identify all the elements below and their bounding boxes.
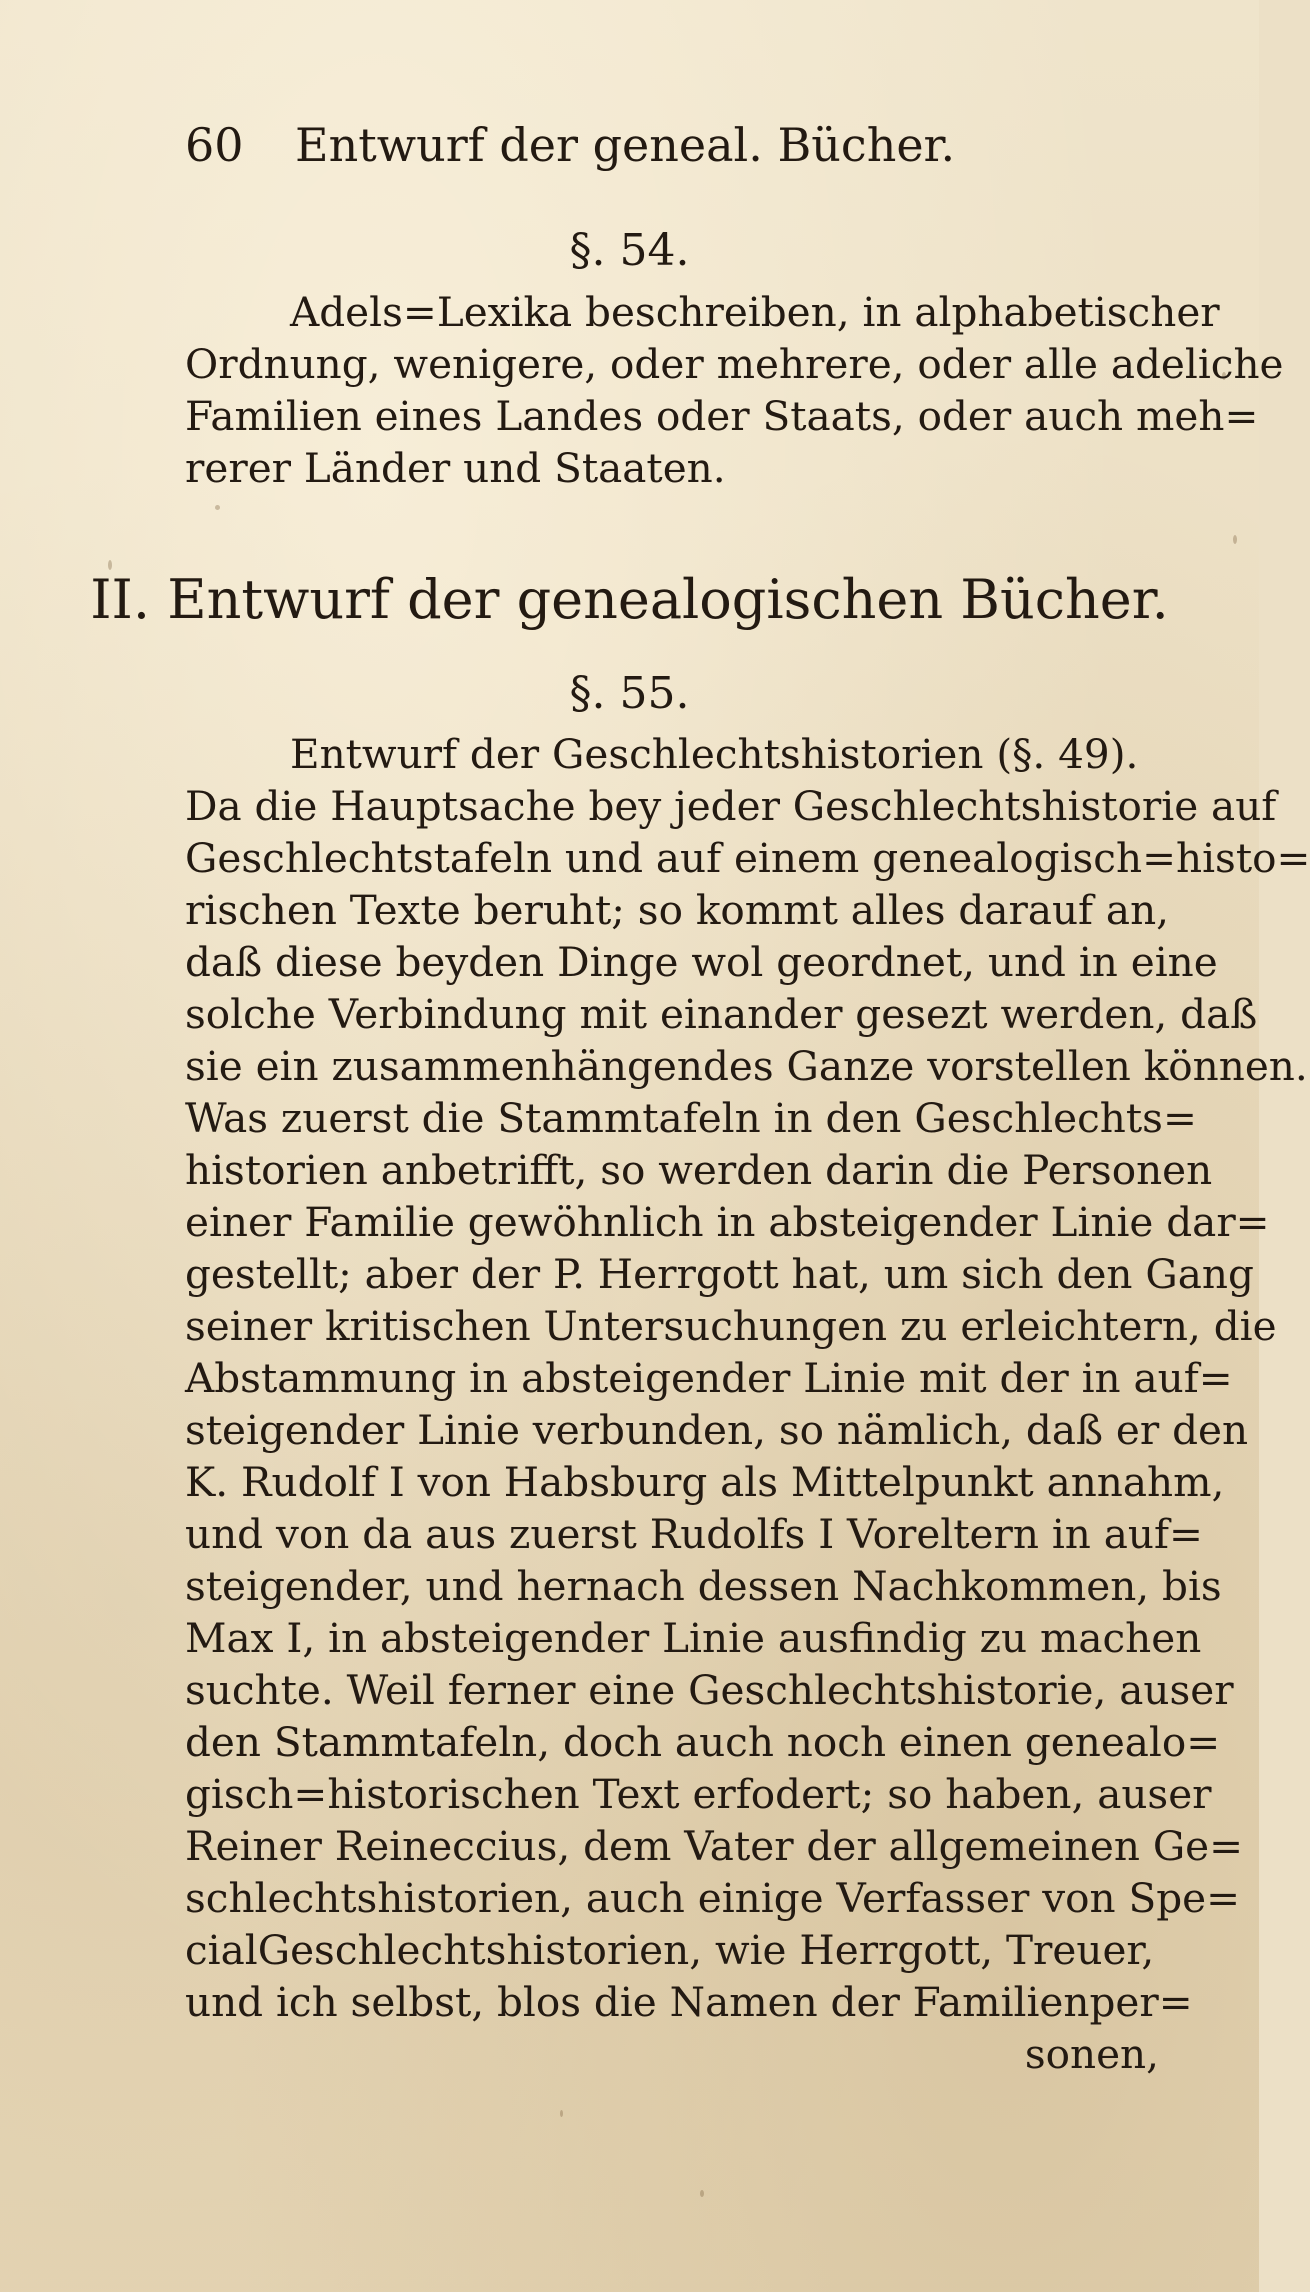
text-line: seiner kritischen Untersuchungen zu erleichtern, die [185, 1302, 1277, 1350]
text-line: suchte. Weil ferner eine Geschlechtshistorie, auser [185, 1666, 1234, 1714]
text-line: einer Familie gewöhnlich in absteigender Linie dar= [185, 1198, 1270, 1246]
paper-speck [700, 2190, 704, 2197]
running-title: Entwurf der geneal. Bücher. [295, 118, 956, 172]
text-line: Abstammung in absteigender Linie mit der in auf= [185, 1354, 1233, 1402]
text-line: Familien eines Landes oder Staats, oder auch meh= [185, 392, 1259, 440]
running-header [185, 110, 1145, 180]
text-line: historien anbetrifft, so werden darin die Personen [185, 1146, 1213, 1194]
text-line: steigender Linie verbunden, so nämlich, daß er den [185, 1406, 1249, 1454]
text-line: solche Verbindung mit einander gesezt werden, daß [185, 990, 1258, 1038]
chapter-heading: II. Entwurf der genealogischen Bücher. [90, 568, 1169, 631]
paper-speck [1233, 535, 1237, 544]
text-line: Reiner Reineccius, dem Vater der allgemeinen Ge= [185, 1822, 1244, 1870]
text-line: Adels=Lexika beschreiben, in alphabetischer [290, 288, 1220, 336]
text-line: K. Rudolf I von Habsburg als Mittelpunkt annahm, [185, 1458, 1225, 1506]
catchword: sonen, [1024, 2030, 1159, 2078]
text-line: den Stammtafeln, doch auch noch einen genealo= [185, 1718, 1221, 1766]
section-mark-55: §. 55. [569, 668, 690, 719]
text-line: gisch=historischen Text erfodert; so haben, auser [185, 1770, 1212, 1818]
text-line: schlechtshistorien, auch einige Verfasser von Spe= [185, 1874, 1241, 1922]
text-line: rischen Texte beruht; so kommt alles darauf an, [185, 886, 1170, 934]
text-line: Max I, in absteigender Linie ausfindig zu machen [185, 1614, 1202, 1662]
text-line: rerer Länder und Staaten. [185, 444, 726, 492]
text-line: steigender, und hernach dessen Nachkommen, bis [185, 1562, 1222, 1610]
text-line: und von da aus zuerst Rudolfs I Voreltern in auf= [185, 1510, 1203, 1558]
text-line: Ordnung, wenigere, oder mehrere, oder alle adeliche [185, 340, 1284, 388]
text-line: sie ein zusammenhängendes Ganze vorstellen können. [185, 1042, 1308, 1090]
text-line: Was zuerst die Stammtafeln in den Geschlechts= [185, 1094, 1197, 1142]
text-line: cialGeschlechtshistorien, wie Herrgott, Treuer, [185, 1926, 1155, 1974]
text-line: und ich selbst, blos die Namen der Familienper= [185, 1978, 1193, 2026]
paper-speck [560, 2110, 563, 2117]
text-line: Geschlechtstafeln und auf einem genealogisch=histo= [185, 834, 1310, 882]
page-number: 60 [185, 118, 244, 172]
paper-speck [215, 505, 220, 510]
text-line: Da die Hauptsache bey jeder Geschlechtshistorie auf [185, 782, 1277, 830]
section-mark-54: §. 54. [569, 225, 690, 276]
subsection-title: Entwurf der Geschlechtshistorien (§. 49). [290, 730, 1139, 778]
text-line: daß diese beyden Dinge wol geordnet, und in eine [185, 938, 1218, 986]
text-line: gestellt; aber der P. Herrgott hat, um sich den Gang [185, 1250, 1254, 1298]
